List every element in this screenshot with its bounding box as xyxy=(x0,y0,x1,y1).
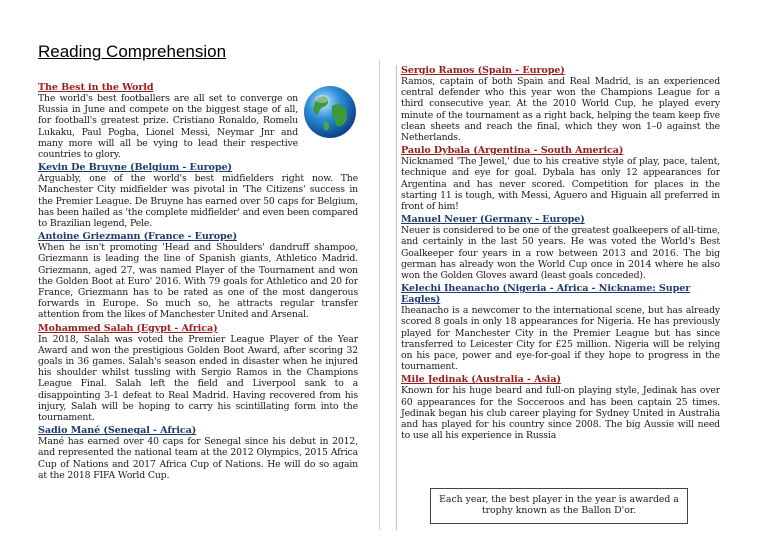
section-dybala xyxy=(401,145,720,212)
section-salah xyxy=(38,323,358,424)
section-title: Mile Jedinak (Australia - Asia) xyxy=(401,374,561,386)
section-title: Kelechi Iheanacho (Nigeria - Africa - Nickname: Super Eagles) xyxy=(401,283,691,306)
ballon-dor-note: Each year, the best player in the year is awarded a trophy known as the Ballon D'or. xyxy=(430,488,688,524)
section-neuer xyxy=(401,214,720,281)
section-body: Known for his huge beard and full-on playing style, Jedinak has over 60 appearances for the Socceroos and has been captain 25 times. Jedinak began his club career playing for Sydney United in Australia and has played for his country since 2008. The big Aussie will need to use all his experience in Russia xyxy=(401,385,720,442)
section-body: Mané has earned over 40 caps for Senegal since his debut in 2012, and represented the national team at the 2012 Olympics, 2015 Africa Cup of Nations and 2017 Africa Cup of Nations. He will do so again at the 2018 FIFA World Cup. xyxy=(38,436,358,481)
section-griezmann xyxy=(38,231,358,320)
section-body: Iheanacho is a newcomer to the international scene, but has already scored 8 goals in only 18 appearances for Nigeria. He has previously played for Manchester City in the Premier League but has since transferred to Leicester City for £25 million. Nigeria will be relying on his pace, power and eye-for-goal if they hope to progress in the tournament. xyxy=(401,305,720,373)
section-title: Mohammed Salah (Egypt - Africa) xyxy=(38,322,218,334)
section-mane xyxy=(38,425,358,481)
left-column xyxy=(38,82,358,532)
right-column xyxy=(396,65,720,530)
section-title: Manuel Neuer (Germany - Europe) xyxy=(401,214,585,226)
section-iheanacho xyxy=(401,283,720,372)
section-body: Neuer is considered to be one of the greatest goalkeepers of all-time, and certainly in the last 50 years. He was voted the World's Best Goalkeeper four years in a row between 2013 and 2016. The big german has already won the World Cup once in 2014 where he also won the Golden Gloves award (least goals conceded). xyxy=(401,225,720,282)
section-body: Ramos, captain of both Spain and Real Madrid, is an experienced central defender who this year won the Champions League for a third consecutive year. At the 2010 World Cup, he played every minute of the tournament as a right back, helping the team keep five clean sheets and reach the final, which they won 1–0 against the Netherlands. xyxy=(401,76,720,144)
intro-section xyxy=(38,82,358,160)
section-title: Kevin De Bruyne (Belgium - Europe) xyxy=(38,162,232,174)
section-body: In 2018, Salah was voted the Premier League Player of the Year Award and won the prestigious Golden Boot Award, after scoring 32 goals in 36 games. Salah's season ended in disaster when he injured his shoulder whilst tussling with Sergio Ramos in the Champions League Final. Salah left the field and Liverpool sank to a disappointing 3-1 defeat to Real Madrid. Having recovered from his injury, Salah will be hoping to carry his scintillating form into the tournament. xyxy=(38,333,358,424)
column-divider xyxy=(379,60,380,530)
section-title: Paulo Dybala (Argentina - South America) xyxy=(401,145,624,157)
section-ramos xyxy=(401,65,720,143)
section-de-bruyne xyxy=(38,162,358,229)
section-title: The Best in the World xyxy=(38,82,154,93)
slide-title: Reading Comprehension xyxy=(38,42,227,61)
section-body: The world's best footballers are all set to converge on Russia in June and compete on the biggest stage of all, for football's greatest prize. Cristiano Ronaldo, Romelu Lukaku, Paul Pogba, Lionel Messi, Neymar Jnr and many more will all be vying to lead their respective countries to glory. xyxy=(38,93,298,161)
section-body: Arguably, one of the world's best midfielders right now. The Manchester City midfielder was pivotal in 'The Citizens' success in the Premier League. De Bruyne has earned over 50 caps for Belgium, has been hailed as 'the complete midfielder' and even been compared to Brazilian legend, Pele. xyxy=(38,173,358,230)
section-body: When he isn't promoting 'Head and Shoulders' dandruff shampoo, Griezmann is leading the line of Spanish giants, Athletico Madrid. Griezmann, aged 27, was named Player of the Tournament and won the Golden Boot at Euro' 2016. With 79 goals for Athletico and 20 for France, Griezmann has to be rated as one of the most dangerous forwards in Europe. So much so, he attracts regular transfer attention from the likes of Manchester United and Arsenal. xyxy=(38,242,358,321)
section-title: Sergio Ramos (Spain - Europe) xyxy=(401,65,565,76)
section-title: Antoine Griezmann (France - Europe) xyxy=(38,231,238,243)
section-body: Nicknamed 'The Jewel,' due to his creative style of play, pace, talent, technique and eye for goal. Dybala has only 12 appearances for Argentina and has never scored. Competition for places in the starting 11 is tough, with Messi, Aguero and Higuain all preferred in front of him! xyxy=(401,156,720,213)
section-jedinak xyxy=(401,374,720,441)
globe-icon xyxy=(302,84,358,140)
section-title: Sadio Mané (Senegal - Africa) xyxy=(38,425,197,437)
